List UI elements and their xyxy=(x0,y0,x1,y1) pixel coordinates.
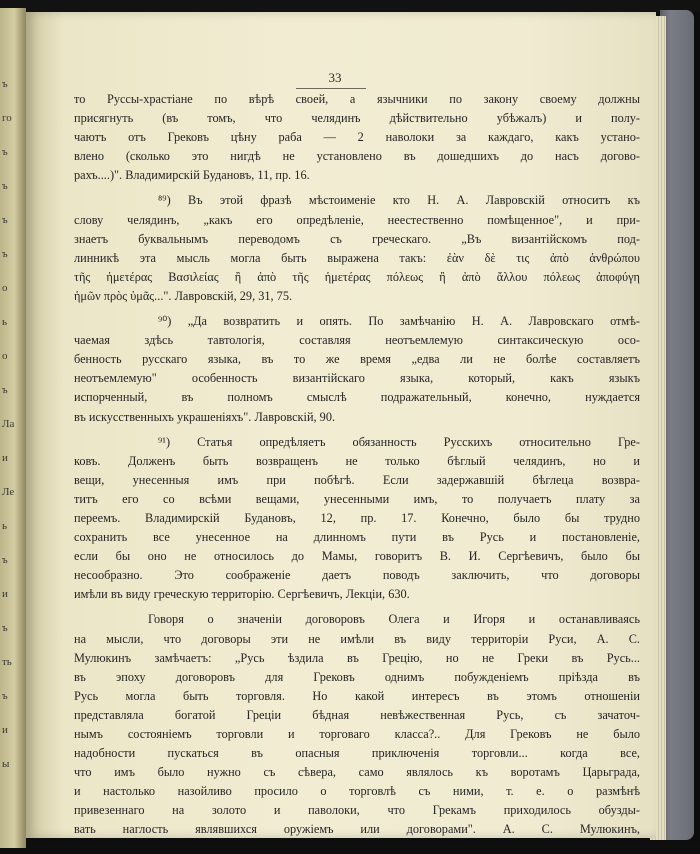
text-line: на мысли, что договоры эти не имѣли въ виду территоріи Руси, А. С. xyxy=(74,631,640,646)
text-line: присягнуть (въ томъ, что челядинъ дѣйствительно убѣжалъ) и полу- xyxy=(74,111,640,126)
book-page xyxy=(26,12,656,838)
left-page-fragment: о xyxy=(2,350,8,362)
text-line: слову челядинъ, „какъ его опредѣленіе, неестественно помѣщенное", и при- xyxy=(74,212,640,227)
text-line: Говоря о значеніи договоровъ Олега и Игоря и останавливаясь xyxy=(148,612,640,627)
left-page-fragment: ъ xyxy=(2,78,8,90)
left-page-fragment: ъ xyxy=(2,690,8,702)
text-line: если бы оно не относилось до Мамы, говоритъ В. И. Сергѣевичъ, было бы xyxy=(74,549,640,564)
text-line: ἡμῶν πρὸς ὑμᾶς...". Лавровскій, 29, 31, 75. xyxy=(74,288,293,303)
left-page-fragment: ъ xyxy=(2,180,8,192)
left-page-fragment: и xyxy=(2,452,8,464)
text-line: ⁹¹) Статья опредѣляетъ обязанность Русскихъ относительно Гре- xyxy=(158,434,640,449)
page-number-rule xyxy=(296,88,366,89)
text-line: влено (сколько это нигдѣ не установлено въ дошедшихъ до насъ догово- xyxy=(74,149,640,164)
text-line: вать наглость являвшихся оружіемъ или договорами". А. С. Мулюкинъ, xyxy=(74,822,640,837)
text-line: ковъ. Долженъ быть возвращенъ не только бѣглый челядинъ, но и xyxy=(74,453,640,468)
footnote-90 xyxy=(74,312,640,427)
left-page-fragment: ъ xyxy=(2,214,8,226)
left-page-fragment: ъ xyxy=(2,384,8,396)
text-line: рахъ....)". Владимирскій Будановъ, 11, пр. 16. xyxy=(74,168,310,183)
left-page-fragment: и xyxy=(2,588,8,600)
text-line: переемъ. Владимирскій Будановъ, 12, пр. 17. Конечно, было бы трудно xyxy=(74,510,640,525)
text-line: чаютъ отъ Грековъ цѣну раба — 2 наволоки за каждаго, какъ устано- xyxy=(74,130,640,145)
paragraph-mulyukin xyxy=(74,610,640,839)
text-line: линникѣ эта мысль могла быть выражена такъ: ἐὰν δὲ τις ἀπὸ ἀνθρώπου xyxy=(74,250,640,265)
left-page-fragment: ь xyxy=(2,520,8,532)
text-line: Мулюкинъ замѣчаетъ: „Русь ѣздила въ Грецію, но не Греки въ Русь... xyxy=(74,650,640,665)
left-page-fragment: о xyxy=(2,282,8,294)
left-page-fragment: го xyxy=(2,112,12,124)
page-number: 33 xyxy=(328,70,342,85)
left-page-fragment: ъ xyxy=(2,248,8,260)
text-line: что имъ было нужно съ сѣвера, само являлось къ воротамъ Царьграда, xyxy=(74,765,640,780)
text-line: въ эпоху договоровъ для Грековъ однимъ побужденіемъ пріѣзда въ xyxy=(74,669,640,684)
text-line: несообразно. Это соображеніе даетъ поводъ заключить, что договоры xyxy=(74,568,640,583)
text-line: и настолько назойливо просило о торговлѣ съ ними, т. е. о размѣнѣ xyxy=(74,784,640,799)
text-line: въ искусственныхъ украшеніяхъ". Лавровскій, 90. xyxy=(74,409,336,424)
text-line: имѣли въ виду греческую территорію. Сергѣевичъ, Лекціи, 630. xyxy=(74,587,410,602)
text-line: бенность русскаго языка, въ то же время „едва ли не болѣе составляетъ xyxy=(74,352,640,367)
left-page-fragment: ть xyxy=(2,656,12,668)
text-line: τῆς ἡμετέρας Βασιλείας ἢ ἀπὸ τῆς ἡμετέρας πόλεως ἢ ἀπὸ ἄλλου πόλεως ἀποφύγη xyxy=(74,269,640,284)
left-page-fragment: Ла xyxy=(2,418,15,430)
text-line: привезеннаго на золото и паволоки, что Грекамъ приходилось обузды- xyxy=(74,803,640,818)
background-cloth-bottom xyxy=(0,842,700,854)
left-page-fragment: ь xyxy=(2,316,8,328)
footnote-89 xyxy=(74,191,640,306)
text-line: ⁹⁰) „Да возвратить и опять. По замѣчанію Н. А. Лавровскаго отмѣ- xyxy=(158,314,640,329)
text-line: испорченный, въ полномъ смыслѣ подражательный, конечно, нуждается xyxy=(74,390,640,405)
text-line: знаетъ буквальнымъ переводомъ съ греческаго. „Въ византійскомъ под- xyxy=(74,231,640,246)
text-line: надобности пускаться въ опасныя приключенія торговли... когда все, xyxy=(74,746,640,761)
text-line: сохранить все унесенное на длинномъ пути въ Русь и постановленіе, xyxy=(74,530,640,545)
text-block xyxy=(74,90,640,840)
text-line: вещи, унесенныя имъ при побѣгѣ. Если задержавшій бѣглеца возвра- xyxy=(74,472,640,487)
left-page-fragment: Ле xyxy=(2,486,15,498)
left-page-fragment: и xyxy=(2,724,8,736)
left-page-fragment: ъ xyxy=(2,554,8,566)
background-cloth-top xyxy=(0,0,700,12)
paragraph-continuation xyxy=(74,90,640,185)
left-page-fragment: ы xyxy=(2,758,10,770)
facing-left-page xyxy=(0,8,26,848)
left-page-fragment: ъ xyxy=(2,146,8,158)
footnote-91 xyxy=(74,433,640,605)
text-line: титъ его со всѣми вещами, унесенными имъ, то получаетъ плату за xyxy=(74,491,640,506)
text-line: ⁸⁹) Въ этой фразѣ мѣстоименіе кто Н. А. Лавровскій относитъ къ xyxy=(158,193,640,208)
text-line: Русь могла быть торговля. Но какой интересъ въ этомъ отношеніи xyxy=(74,688,640,703)
left-page-fragment: ъ xyxy=(2,622,8,634)
text-line: неотъемлемую" особенность византійскаго языка, который, какъ языкъ xyxy=(74,371,640,386)
text-line: чаемая здѣсь тавтологія, составляя неотъемлемую синтаксическую осо- xyxy=(74,333,640,348)
text-line: то Руссы-храстіане по вѣрѣ своей, а язычники по закону своему должны xyxy=(74,92,640,106)
text-line: представляла богатой Греціи бѣдная невѣжественная Русь, съ зачаточ- xyxy=(74,707,640,722)
text-line: нымъ состояніемъ торговли и торговаго класса?.. Для Грековъ не было xyxy=(74,727,640,741)
